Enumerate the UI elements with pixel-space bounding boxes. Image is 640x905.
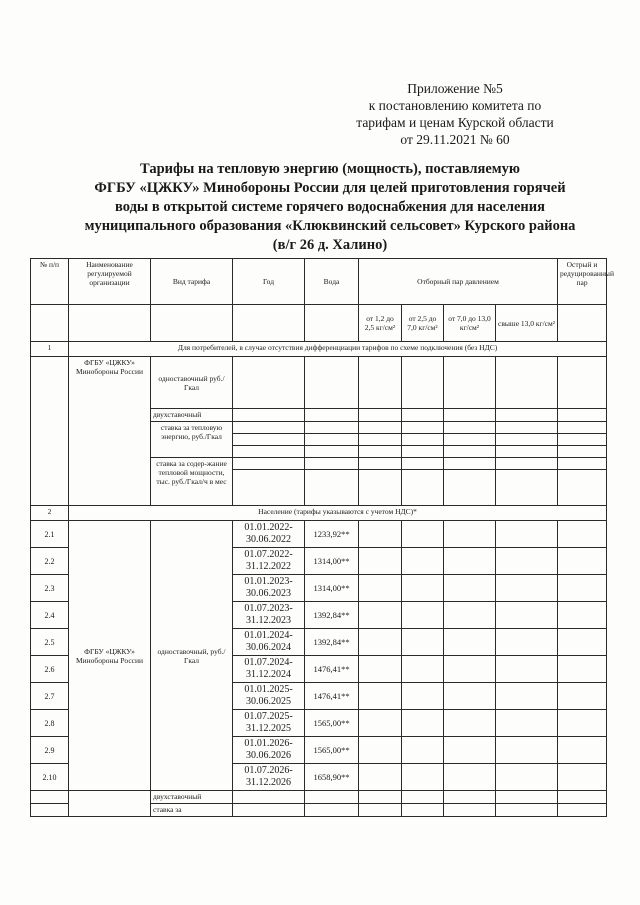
header-hot-steam: Острый и редуцированный пар	[558, 259, 607, 305]
water-tariff-value: 1233,92**	[305, 521, 359, 548]
steam-sub-2: от 2,5 до 7,0 кг/см²	[402, 305, 444, 342]
period-cell: 01.01.2024-30.06.2024	[233, 629, 305, 656]
table-subheader-row	[31, 305, 607, 342]
period-cell: 01.01.2023-30.06.2023	[233, 575, 305, 602]
period-cell: 01.07.2023-31.12.2023	[233, 602, 305, 629]
water-tariff-value: 1476,41**	[305, 656, 359, 683]
title-line: ФГБУ «ЦЖКУ» Минобороны России для целей приготовления горячей	[94, 180, 566, 196]
title-line: Тарифы на тепловую энергию (мощность), поставляемую	[140, 161, 520, 177]
water-tariff-value: 1476,41**	[305, 683, 359, 710]
section-1-organization: ФГБУ «ЦЖКУ» Минобороны России	[69, 357, 151, 506]
row-number: 2.3	[31, 575, 69, 602]
row-number: 2.10	[31, 764, 69, 791]
document-title	[60, 160, 600, 255]
table-row	[31, 357, 607, 409]
decree-line: к постановлению комитета по	[368, 98, 542, 113]
appendix-number: Приложение №5	[407, 81, 503, 96]
row-number: 2.1	[31, 521, 69, 548]
section-row	[31, 342, 607, 357]
period-cell: 01.07.2022-31.12.2022	[233, 548, 305, 575]
section-2-num: 2	[31, 506, 69, 521]
water-tariff-value: 1314,00**	[305, 575, 359, 602]
table-header-row	[31, 259, 607, 305]
header-water: Вода	[305, 259, 359, 305]
steam-sub-4: свыше 13,0 кг/см²	[496, 305, 558, 342]
period-cell: 01.07.2024-31.12.2024	[233, 656, 305, 683]
section-2-two-rate: двухставочный	[151, 791, 233, 804]
tariff-table	[30, 258, 614, 817]
section-2-organization: ФГБУ «ЦЖКУ» Минобороны России	[69, 521, 151, 791]
period-cell: 01.01.2025-30.06.2025	[233, 683, 305, 710]
title-line: воды в открытой системе горячего водоснабжения для населения	[115, 199, 545, 215]
water-tariff-value: 1392,84**	[305, 629, 359, 656]
section-1-rate-heat: ставка за тепловую энергию, руб./Гкал	[151, 422, 233, 446]
water-tariff-value: 1392,84**	[305, 602, 359, 629]
period-cell: 01.01.2026-30.06.2026	[233, 737, 305, 764]
row-number: 2.4	[31, 602, 69, 629]
section-1-two-rate: двухставочный	[151, 409, 233, 422]
table-row	[31, 521, 607, 548]
period-cell: 01.07.2026-31.12.2026	[233, 764, 305, 791]
section-2-title: Население (тарифы указываются с учетом НДС)*	[69, 506, 607, 521]
water-tariff-value: 1565,00**	[305, 737, 359, 764]
header-organization: Наименование регулируемой организации	[69, 259, 151, 305]
row-number: 2.8	[31, 710, 69, 737]
section-1-num: 1	[31, 342, 69, 357]
section-1-rate-capacity: ставка за содер-жание тепловой мощности, тыс. руб./Гкал/ч в мес	[151, 458, 233, 506]
period-cell: 01.07.2025-31.12.2025	[233, 710, 305, 737]
row-number: 2.6	[31, 656, 69, 683]
section-1-title: Для потребителей, в случае отсутствия дифференциации тарифов по схеме подключения (без НДС)	[69, 342, 607, 357]
water-tariff-value: 1565,00**	[305, 710, 359, 737]
row-number: 2.9	[31, 737, 69, 764]
decree-date: от 29.11.2021 № 60	[400, 132, 510, 147]
row-number: 2.2	[31, 548, 69, 575]
title-line: (в/г 26 д. Халино)	[272, 237, 388, 253]
steam-sub-3: от 7,0 до 13,0 кг/см²	[444, 305, 496, 342]
steam-sub-1: от 1,2 до 2,5 кг/см²	[359, 305, 402, 342]
committee-line: тарифам и ценам Курской области	[356, 115, 554, 130]
header-steam: Отборный пар давлением	[359, 259, 558, 305]
section-1-single-rate: одноставочный руб./Гкал	[151, 357, 233, 409]
water-tariff-value: 1658,90**	[305, 764, 359, 791]
section-2-single-rate: одноставочный, руб./Гкал	[151, 521, 233, 791]
period-cell: 01.01.2022-30.06.2022	[233, 521, 305, 548]
row-number: 2.5	[31, 629, 69, 656]
section-row	[31, 506, 607, 521]
decree-reference	[340, 80, 570, 148]
header-year: Год	[233, 259, 305, 305]
row-number: 2.7	[31, 683, 69, 710]
water-tariff-value: 1314,00**	[305, 548, 359, 575]
section-2-rate-heat: ставка за	[151, 804, 233, 817]
table-row	[31, 791, 607, 804]
header-tariff-type: Вид тарифа	[151, 259, 233, 305]
header-num: № п/п	[31, 259, 69, 305]
title-line: муниципального образования «Клюквинский сельсовет» Курского района	[84, 218, 576, 234]
